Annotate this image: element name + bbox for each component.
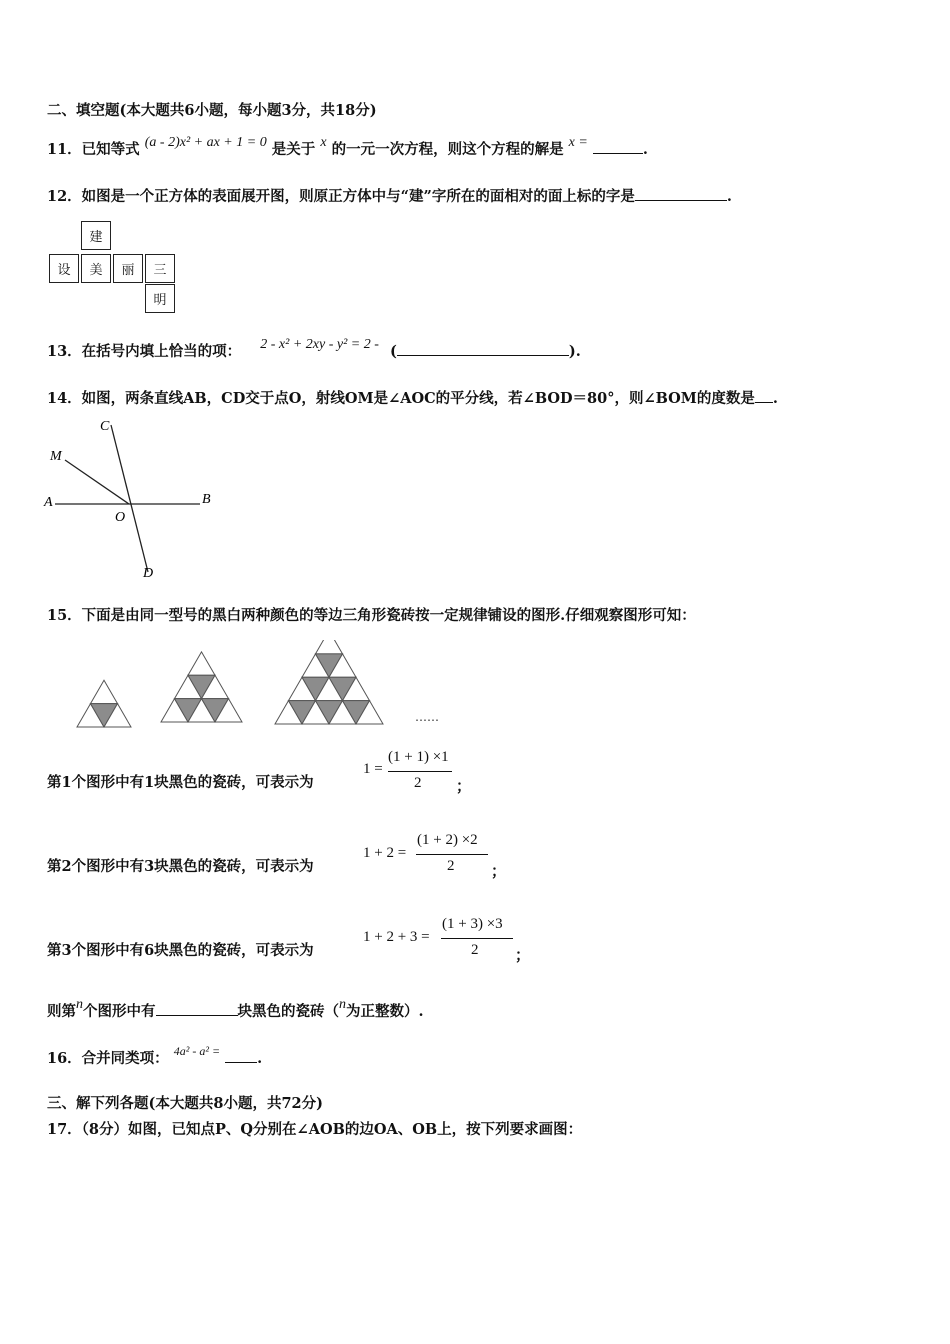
white-tile [91,680,118,703]
q15-formula-2 [363,832,507,880]
label-a: A [44,495,53,510]
ray-om [65,460,129,504]
line-cd [111,425,148,572]
q12-text: 12．如图是一个正方体的表面展开图，则原正方体中与“建”字所在的面相对的面上标的字是 [47,188,635,205]
white-tile [316,640,343,654]
net-cell-row-4: 三 [145,254,175,283]
q15-final-n2: n [339,997,346,1012]
net-cell-row-2: 美 [81,254,111,283]
q13-equation: 2 - x² + 2xy - y² = 2 - [260,337,379,352]
formula-3-bar [441,938,513,939]
q11-end: . [642,141,648,158]
formula-1-bar [388,771,452,772]
q15-formula-3 [363,916,533,964]
label-o: O [115,510,126,525]
formula-2-lhs: 1 + 2 = [363,845,407,861]
formula-2-end: ； [491,864,507,880]
angle-figure [40,415,230,585]
q15-final-n: n [76,997,83,1012]
q15-final-mid: 个图形中有 [83,1003,156,1020]
q15-final-prefix: 则第 [47,1003,76,1020]
q15-formula-1 [363,749,473,797]
q13-text: 13．在括号内填上恰当的项： [47,343,242,360]
net-cell-top: 建 [81,221,111,250]
q11-equation: (a - 2)x² + ax + 1 = 0 [144,135,267,150]
q14-end: . [772,390,778,407]
formula-3-lhs: 1 + 2 + 3 = [363,929,430,945]
formula-3-denominator: 2 [471,942,479,958]
q11-variable: x [320,135,327,150]
question-16 [47,1044,263,1069]
formula-1-numerator: (1 + 1) ×1 [388,749,449,765]
q15-final-suffix: 为正整数）. [346,1003,424,1020]
triangle-figure-3 [275,640,383,724]
q15-line-1-text: 第1个图形中有1块黑色的瓷砖，可表示为 [47,774,314,791]
q15-line-3 [47,941,314,961]
q14-text: 14．如图，两条直线AB，CD交于点O，射线OM是∠AOC的平分线，若∠BOD＝80°，则∠BOM的度数是 [47,390,755,407]
q12-end: . [726,188,732,205]
net-cell-bottom: 明 [145,284,175,313]
q16-answer-blank[interactable] [225,1048,257,1063]
label-m: M [50,449,62,464]
formula-3-numerator: (1 + 3) ×3 [442,916,503,932]
q15-final-line [47,997,424,1023]
q11-suffix: 的一元一次方程，则这个方程的解是 [331,141,564,158]
formula-1-lhs: 1 = [363,761,383,777]
label-d: D [143,566,154,581]
formula-2-numerator: (1 + 2) ×2 [417,832,478,848]
q12-answer-blank[interactable] [635,186,727,201]
triangle-figure-2 [161,652,242,722]
formula-3-end: ； [515,948,531,964]
q15-line-2-text: 第2个图形中有3块黑色的瓷砖，可表示为 [47,858,314,875]
white-tile [188,652,215,675]
q16-equation: 4a² - a² = [173,1044,221,1058]
question-17: 17．（8分）如图，已知点P、Q分别在∠AOB的边OA、OB上，按下列要求画图： [47,1121,583,1138]
q16-end: . [257,1050,263,1067]
continuation-dots: …… [415,710,439,724]
formula-1-end: ； [456,779,472,795]
cube-net-figure [49,221,177,313]
section-2-heading: 二、填空题(本大题共6小题，每小题3分，共18分) [47,102,377,119]
label-c: C [100,419,110,434]
q15-final-mid2: 块黑色的瓷砖（ [237,1003,339,1020]
q15-answer-blank[interactable] [156,1001,238,1016]
question-13 [47,337,581,363]
question-15: 15．下面是由同一型号的黑白两种颜色的等边三角形瓷砖按一定规律铺设的图形.仔细观察图形可知： [47,607,696,624]
formula-1-denominator: 2 [414,775,422,791]
q14-answer-blank[interactable] [755,388,773,403]
q16-text: 16．合并同类项： [47,1050,169,1067]
question-14 [47,388,778,409]
q15-line-1 [47,773,314,793]
formula-2-bar [416,854,488,855]
q11-answer-blank[interactable] [593,139,643,154]
question-12 [47,186,732,207]
net-cell-row-1: 设 [49,254,79,283]
triangle-figure-1 [77,680,131,727]
q13-paren-open: ( [389,343,397,360]
q13-answer-blank[interactable] [397,341,569,356]
net-cell-row-3: 丽 [113,254,143,283]
section-3-heading: 三、解下列各题(本大题共8小题，共72分) [47,1095,323,1112]
q15-line-3-text: 第3个图形中有6块黑色的瓷砖，可表示为 [47,942,314,959]
q13-paren-close: ). [568,343,581,360]
q11-prefix: 11．已知等式 [47,141,140,158]
formula-2-denominator: 2 [447,858,455,874]
q11-answer-lhs: x = [568,135,588,150]
q15-line-2 [47,857,314,877]
triangle-figures [70,640,470,732]
label-b: B [202,492,211,507]
question-11 [47,135,648,161]
q11-middle: 是关于 [271,141,316,158]
